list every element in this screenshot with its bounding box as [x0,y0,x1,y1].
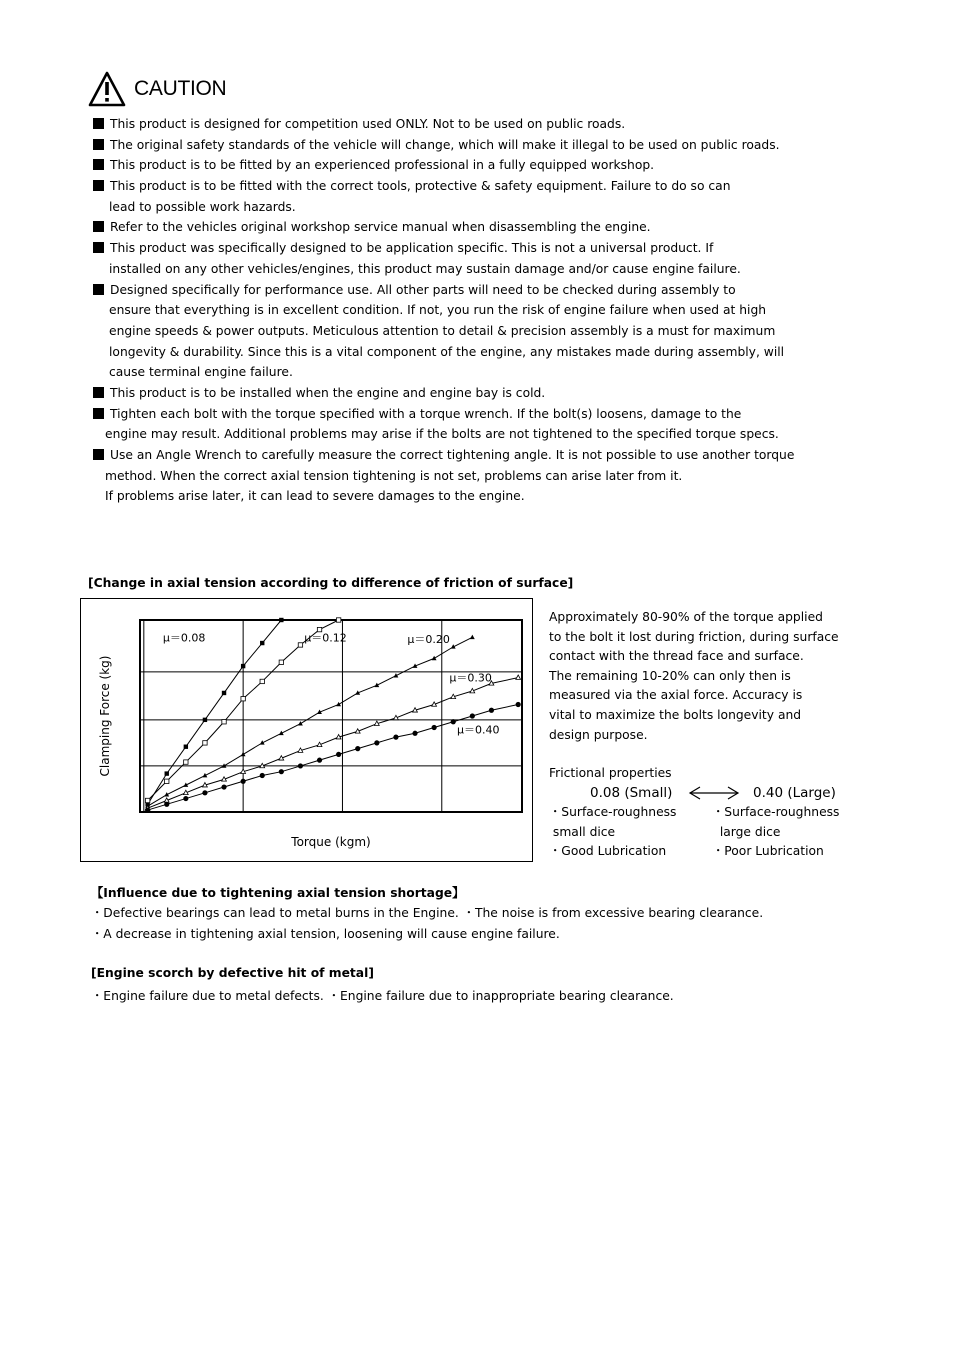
caution-line-text: Refer to the vehicles original workshop service manual when disassembling the engine. [110,220,651,235]
data-point [202,790,207,795]
caution-line [93,135,853,156]
caution-line [93,300,853,321]
data-point [183,796,188,801]
caution-line-text: Designed specifically for performance use. All other parts will need to be checked during assembly to [110,282,736,297]
caution-line-text: ensure that everything is in excellent condition. If not, you run the risk of engine failure when used at high [109,303,767,318]
chart-section-title: [Change in axial tension according to difference of friction of surface] [88,576,574,590]
caution-header [88,70,226,108]
friction-right-item: ・Surface-roughness [712,805,840,819]
data-point [298,643,302,647]
data-point [145,798,149,802]
influence-line: ・A decrease in tightening axial tension, loosening will cause engine failure. [91,927,560,941]
bullet-square-icon [93,159,104,170]
data-point [451,719,456,724]
data-point [489,708,494,713]
data-point [317,758,322,763]
caution-line [93,259,853,280]
side-text-line: measured via the axial force. Accuracy is [549,688,803,703]
data-point [165,771,169,775]
caution-line [93,155,853,176]
caution-line-text: The original safety standards of the vehicle will change, which will make it illegal to be used on public roads. [110,137,780,152]
caution-line-text: lead to possible work hazards. [109,199,296,214]
data-point [260,773,265,778]
series-label: μ＝0.20 [407,633,450,647]
data-point [165,779,169,783]
y-axis-label: Clamping Force (kg) [98,655,112,777]
caution-line [93,424,853,445]
caution-line [93,362,853,383]
caution-line-text: method. When the correct axial tension tightening is not set, problems can arise later from it. [105,468,683,483]
series-line [148,637,473,806]
caution-list [93,114,853,507]
caution-line-text: Tighten each bolt with the torque specified with a torque wrench. If the bolt(s) loosens, damage to the [110,406,742,421]
friction-left-item: ・Surface-roughness [549,805,677,819]
bullet-square-icon [93,284,104,295]
data-point [432,725,437,730]
data-point [412,731,417,736]
caution-line-text: This product is designed for competition used ONLY. Not to be used on public roads. [110,117,626,131]
double-arrow-icon [688,784,740,802]
data-point [393,735,398,740]
friction-left-item: small dice [549,824,616,839]
data-point [145,807,150,812]
side-text-line: contact with the thread face and surface. [549,649,804,664]
caution-line-text: longevity & durability. Since this is a vital component of the engine, any mistakes made during assembly, will [109,344,785,359]
caution-line-text: engine speeds & power outputs. Meticulous attention to detail & precision assembly is a must for maximum [109,323,776,338]
caution-line [93,445,853,466]
scorch-line: ・Engine failure due to metal defects. ・Engine failure due to inappropriate bearing clearance. [91,989,674,1003]
data-point [184,745,188,749]
side-text-line: The remaining 10-20% can only then is [549,668,791,683]
caution-line-text: cause terminal engine failure. [109,365,293,380]
caution-line [93,280,853,301]
data-point [336,752,341,757]
series-label: μ＝0.40 [457,723,500,737]
axial-tension-chart [80,598,533,862]
bullet-square-icon [93,139,104,150]
x-axis-label: Torque (kgm) [291,835,371,849]
data-point [516,702,521,707]
caution-line [93,466,853,487]
caution-line [93,217,853,238]
series-label: μ＝0.08 [162,631,206,645]
side-text-line: vital to maximize the bolts longevity and [549,707,802,722]
data-point [203,718,207,722]
data-point [336,702,341,706]
caution-line-text: This product is to be fitted with the correct tools, protective & safety equipment. Failure to do so can [110,179,731,194]
bullet-square-icon [93,408,104,419]
data-point [241,697,245,701]
bullet-square-icon [93,387,104,398]
side-explanation [549,608,839,745]
data-point [203,741,207,745]
data-point [241,664,245,668]
caution-title: CAUTION [134,77,227,100]
data-point [260,641,264,645]
plot-frame [140,620,522,812]
bullet-square-icon [93,221,104,232]
data-point [470,635,475,639]
friction-large-properties [712,803,839,862]
friction-large-value: 0.40 (Large) [753,785,836,801]
caution-line [93,342,853,363]
chart-svg [81,599,534,863]
data-point [336,618,340,622]
friction-left-item: ・Good Lubrication [549,844,667,859]
side-text-line: Approximately 80-90% of the torque applied [549,610,823,624]
scorch-title: [Engine scorch by defective hit of metal] [91,966,374,980]
caution-line [93,321,853,342]
series-label: μ＝0.12 [304,631,347,645]
caution-line [93,486,853,507]
data-point [221,784,226,789]
friction-right-item: ・Poor Lubrication [712,844,824,859]
friction-heading: Frictional properties [549,766,672,780]
data-point [355,746,360,751]
side-text-line: design purpose. [549,727,648,742]
bullet-square-icon [93,118,104,129]
bullet-square-icon [93,242,104,253]
influence-title: 【Influence due to tightening axial tension shortage】 [91,886,465,900]
series-label: μ＝0.30 [449,671,492,685]
caution-line-text: This product is to be installed when the engine and engine bay is cold. [110,385,546,400]
caution-line-text: installed on any other vehicles/engines, this product may sustain damage and/or cause engine failure. [109,261,741,276]
caution-line [93,176,853,197]
data-point [184,760,188,764]
caution-line [93,238,853,259]
data-point [279,618,283,622]
caution-line-text: This product is to be fitted by an experienced professional in a fully equipped workshop. [110,158,655,173]
data-point [470,713,475,718]
caution-line-text: This product was specifically designed to be application specific. This is not a universal product. If [110,241,714,256]
data-point [222,691,226,695]
caution-line [93,114,853,135]
caution-line-text: engine may result. Additional problems may arise if the bolts are not tightened to the specified torque specs. [105,427,779,442]
data-point [164,802,169,807]
data-point [432,656,437,660]
data-point [260,679,264,683]
friction-small-value: 0.08 (Small) [590,785,673,801]
data-point [241,752,246,756]
bullet-square-icon [93,180,104,191]
data-point [222,720,226,724]
friction-right-item: large dice [712,824,781,839]
bullet-square-icon [93,449,104,460]
data-point [298,721,303,725]
caution-line-text: Use an Angle Wrench to carefully measure the correct tightening angle. It is not possible to use another torque [110,448,795,462]
influence-line: ・Defective bearings can lead to metal burns in the Engine. ・The noise is from excessive bearing clearance. [91,906,764,920]
caution-line [93,383,853,404]
data-point [516,675,521,679]
data-point [374,740,379,745]
data-point [279,769,284,774]
side-text-line: to the bolt it lost during friction, during surface [549,629,839,644]
caution-line [93,197,853,218]
data-point [241,779,246,784]
warning-triangle-icon [88,71,126,107]
data-point [298,763,303,768]
caution-line-text: If problems arise later, it can lead to severe damages to the engine. [105,489,525,504]
friction-small-properties [549,803,676,862]
caution-line [93,404,853,425]
data-point [279,660,283,664]
